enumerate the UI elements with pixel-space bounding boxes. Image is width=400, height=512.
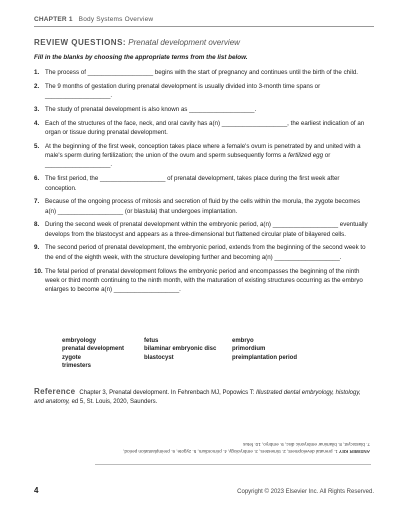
question-item: [34, 82, 372, 101]
instructions: Fill in the blanks by choosing the appropriate terms from the list below.: [34, 54, 248, 61]
question-number: 7.: [34, 198, 40, 206]
reference-book-title: Illustrated dental embryology, histology, and anatomy,: [34, 390, 361, 405]
running-header: [34, 16, 374, 23]
answer-key-divider: [95, 464, 371, 465]
chapter-label: CHAPTER 1: [34, 16, 73, 23]
question-text: The first period, the ___________________ of prenatal development, takes place during the first week after conception.: [45, 175, 340, 192]
answer-key-text: 1. prenatal development, 2. trimesters, 3. embryology, 4. primordium, 5. zygote, 6. preimplantation period,: [123, 449, 338, 454]
reference-label: Reference: [34, 387, 76, 396]
answer-key-line: 7. blastocyst, 8. bilaminar embryonic disc, 9. embryo, 10. fetus: [243, 442, 370, 447]
word-bank-term: prenatal development: [62, 346, 125, 353]
word-bank-term: fetus: [144, 338, 159, 344]
question-text-emphasis: fertilized egg: [287, 152, 324, 160]
question-number: 3.: [34, 105, 40, 113]
question-text: The study of prenatal development is also known as ___________________.: [45, 105, 257, 113]
word-bank-term: primordium: [232, 346, 266, 353]
question-number: 10.: [34, 267, 43, 275]
question-item: [34, 105, 372, 114]
word-bank-term: blastocyst: [144, 354, 174, 361]
question-item: [34, 243, 372, 262]
word-bank-term: embryo: [232, 338, 254, 344]
answer-key-inverted: [95, 441, 370, 455]
word-bank-term: zygote: [62, 354, 82, 361]
question-text-part: At the beginning of the first week, conception takes place where a female's ovum is penetrated by and united with a male's sperm during fertilization; the union of the ovum and sperm subsequently forms a: [45, 142, 361, 160]
copyright-text: Copyright © 2023 Elsevier Inc. All Rights Reserved.: [237, 489, 374, 495]
question-number: 2.: [34, 82, 40, 90]
question-text: The second period of prenatal development, the embryonic period, extends from the beginning of the second week to the end of the eighth week, with the structure developing further and becoming a(n) ___________________.: [45, 244, 366, 261]
question-item: [34, 267, 372, 295]
question-text: Because of the ongoing process of mitosis and secretion of fluid by the cells within the morula, the zygote becomes a(n) ___________________ (or blastula) that undergoes implantation.: [45, 198, 361, 215]
answer-key-line: [95, 448, 370, 455]
question-item: [34, 142, 372, 170]
header-divider: [34, 26, 374, 27]
question-item: [34, 68, 372, 77]
question-number: 4.: [34, 119, 40, 127]
chapter-title: Body Systems Overview: [78, 16, 154, 23]
word-bank-term: embryology: [62, 338, 97, 344]
question-text: The process of ___________________ begins with the start of pregnancy and continues until the birth of the child.: [45, 69, 359, 76]
answer-key-label: ANSWER KEY: [338, 449, 370, 454]
question-text: Each of the structures of the face, neck, and oral cavity has a(n) ___________________, the earliest indication of an organ or tissue during prenatal development.: [45, 119, 365, 136]
reference-text: ed 5, St. Louis, 2020, Saunders.: [69, 398, 158, 405]
question-item: [34, 220, 372, 239]
section-title: [34, 38, 374, 47]
question-item: [34, 174, 372, 193]
question-list: [34, 68, 372, 299]
section-subtitle: Prenatal development overview: [128, 38, 240, 47]
question-number: 9.: [34, 244, 40, 252]
word-bank-term: bilaminar embryonic disc: [144, 346, 217, 353]
word-bank-term: preimplantation period: [232, 354, 298, 361]
word-bank: [62, 338, 382, 369]
reference-text: Chapter 3, Prenatal development. In Fehrenbach MJ, Popowics T:: [79, 390, 257, 396]
section-label: REVIEW QUESTIONS:: [34, 38, 127, 47]
question-item: [34, 197, 372, 216]
question-text: The 9 months of gestation during prenatal development is usually divided into 3-month time spans or ___________________.: [45, 82, 321, 100]
question-text: The fetal period of prenatal development follows the embryonic period and encompasses the beginning of the ninth week or third month continuing to the ninth month, with the maturation of existing structures occurring as the embryo enlarges to become a(n) ___________________.: [45, 267, 363, 294]
question-item: [34, 119, 372, 138]
question-number: 1.: [34, 69, 40, 76]
reference-note: [34, 388, 372, 406]
word-bank-term: trimesters: [62, 362, 92, 369]
question-text: [45, 142, 372, 170]
question-number: 6.: [34, 175, 40, 183]
question-number: 5.: [34, 142, 40, 150]
page-footer: [34, 486, 374, 495]
question-number: 8.: [34, 221, 40, 229]
page-number: 4: [34, 486, 39, 495]
question-text: During the second week of prenatal development within the embryonic period, a(n) ___________________ eventually develops from the blastocyst and appears as a three-dimensional but flattened circular plate of bilayered cells.: [45, 221, 368, 238]
question-text-part: or ___________________.: [45, 152, 331, 169]
